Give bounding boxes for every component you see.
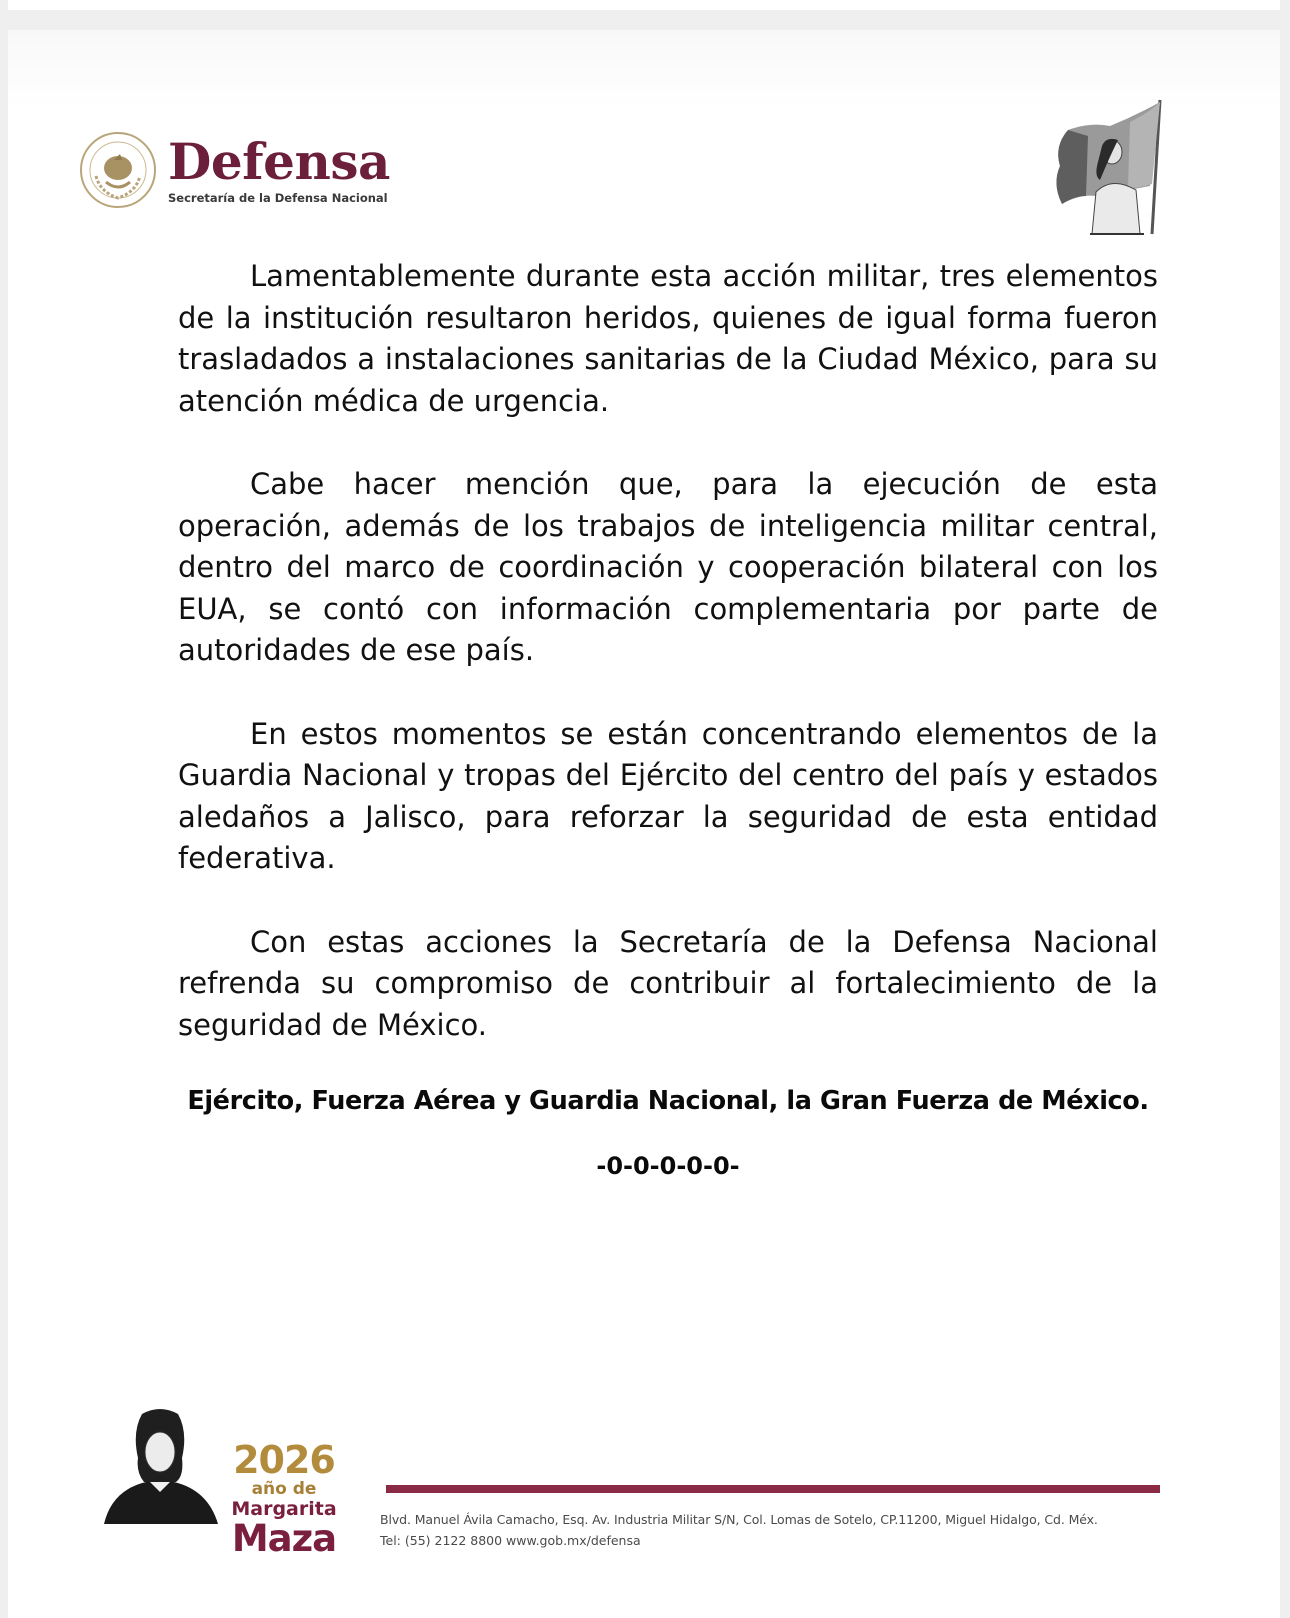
- honoree-last-name: Maza: [231, 1517, 337, 1560]
- footer-address: Blvd. Manuel Ávila Camacho, Esq. Av. Industria Militar S/N, Col. Lomas de Sotelo, CP.11200, Miguel Hidalgo, Cd. Méx.: [380, 1512, 1098, 1527]
- paragraph-reinforcements: En estos momentos se están concentrando elementos de la Guardia Nacional y tropas del Ejército del centro del país y estados aledaños a Jalisco, para reforzar la seguridad de esta entidad federativa.: [178, 716, 1158, 876]
- paragraph-commitment: Con estas acciones la Secretaría de la Defensa Nacional refrenda su compromiso de contribuir al fortalecimiento de la seguridad de México.: [178, 924, 1158, 1042]
- footer-contact: Tel: (55) 2122 8800 www.gob.mx/defensa: [380, 1533, 641, 1548]
- brand-name: Defensa: [168, 132, 390, 191]
- year-number: 2026: [233, 1438, 335, 1482]
- honoree-first-name: Margarita: [231, 1498, 337, 1520]
- end-separator: -0-0-0-0-0-: [596, 1152, 740, 1180]
- national-seal-icon: [78, 130, 158, 210]
- defensa-logo: [78, 130, 390, 210]
- year-commemoration-logo: [224, 1440, 344, 1558]
- document-body: [178, 256, 1158, 1088]
- paragraph-injured: Lamentablemente durante esta acción militar, tres elementos de la institución resultaron heridos, quienes de igual forma fueron trasladados a instalaciones sanitarias de la Ciudad México, para su atención médica de urgencia.: [178, 259, 1158, 418]
- motto: Ejército, Fuerza Aérea y Guardia Nacional, la Gran Fuerza de México.: [187, 1086, 1149, 1116]
- document-page: [8, 30, 1280, 1618]
- top-page-edge: [8, 0, 1280, 10]
- footer-divider: [386, 1485, 1160, 1493]
- margarita-maza-portrait: [96, 1406, 226, 1524]
- brand-subtitle: Secretaría de la Defensa Nacional: [168, 191, 388, 205]
- year-label: año de: [251, 1479, 317, 1499]
- paragraph-intelligence: Cabe hacer mención que, para la ejecución de esta operación, además de los trabajos de inteligencia militar central, dentro del marco de coordinación y cooperación bilateral con los EUA, se contó con información complementaria por parte de autoridades de ese país.: [178, 466, 1158, 668]
- heroine-flag-illustration: [1040, 96, 1180, 236]
